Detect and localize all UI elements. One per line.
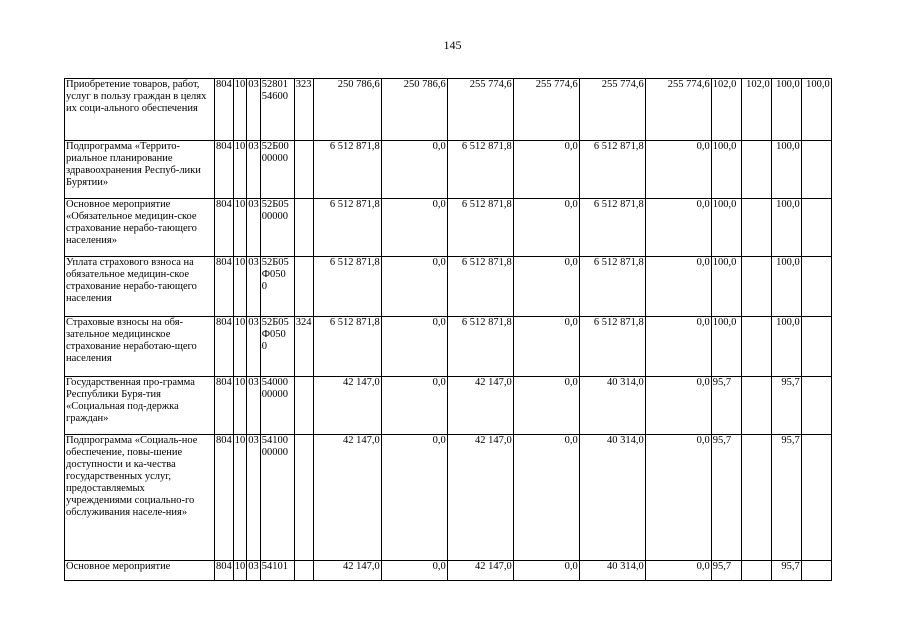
row-name: Приобретение товаров, работ, услуг в пользу граждан в целях их соци-ального обеспечения xyxy=(65,79,215,141)
planned-amount: 6 512 871,8 xyxy=(447,199,513,257)
approved-amount: 6 512 871,8 xyxy=(313,257,381,317)
executed-amount: 6 512 871,8 xyxy=(579,141,645,199)
table-row xyxy=(65,317,832,377)
executed-amount: 6 512 871,8 xyxy=(579,317,645,377)
subsection-code: 03 xyxy=(247,561,261,581)
target-article-code: 52801 54600 xyxy=(260,79,294,141)
percent-1: 102,0 xyxy=(711,79,741,141)
percent-1: 100,0 xyxy=(711,257,741,317)
percent-4: 100,0 xyxy=(801,79,831,141)
row-name: Основное мероприятие «Обязательное медицин-ское страхование нерабо-тающего населения» xyxy=(65,199,215,257)
percent-2 xyxy=(741,377,771,435)
executed-federal-amount: 255 774,6 xyxy=(645,79,711,141)
executed-federal-amount: 0,0 xyxy=(645,199,711,257)
executed-federal-amount: 0,0 xyxy=(645,377,711,435)
percent-3: 100,0 xyxy=(771,199,801,257)
section-code: 10 xyxy=(233,257,247,317)
expense-type-code xyxy=(294,435,313,561)
approved-federal-amount: 0,0 xyxy=(381,435,447,561)
percent-3: 95,7 xyxy=(771,435,801,561)
executed-federal-amount: 0,0 xyxy=(645,561,711,581)
subsection-code: 03 xyxy=(247,317,261,377)
budget-table xyxy=(64,78,832,581)
approved-amount: 42 147,0 xyxy=(313,377,381,435)
table-row xyxy=(65,79,832,141)
percent-4 xyxy=(801,317,831,377)
percent-1: 100,0 xyxy=(711,199,741,257)
section-code: 10 xyxy=(233,79,247,141)
percent-4 xyxy=(801,141,831,199)
percent-2 xyxy=(741,141,771,199)
executed-amount: 40 314,0 xyxy=(579,561,645,581)
percent-2 xyxy=(741,435,771,561)
planned-amount: 42 147,0 xyxy=(447,435,513,561)
planned-amount: 6 512 871,8 xyxy=(447,317,513,377)
percent-3: 95,7 xyxy=(771,561,801,581)
percent-1: 95,7 xyxy=(711,377,741,435)
planned-federal-amount: 0,0 xyxy=(513,377,579,435)
ministry-code: 804 xyxy=(215,141,234,199)
subsection-code: 03 xyxy=(247,435,261,561)
percent-3: 100,0 xyxy=(771,141,801,199)
percent-3: 95,7 xyxy=(771,377,801,435)
approved-federal-amount: 0,0 xyxy=(381,561,447,581)
section-code: 10 xyxy=(233,435,247,561)
percent-1: 100,0 xyxy=(711,317,741,377)
executed-amount: 6 512 871,8 xyxy=(579,199,645,257)
executed-federal-amount: 0,0 xyxy=(645,317,711,377)
approved-federal-amount: 0,0 xyxy=(381,377,447,435)
percent-4 xyxy=(801,199,831,257)
ministry-code: 804 xyxy=(215,257,234,317)
target-article-code: 54000 00000 xyxy=(260,377,294,435)
target-article-code: 52Б05 Ф050 0 xyxy=(260,317,294,377)
planned-federal-amount: 0,0 xyxy=(513,199,579,257)
executed-amount: 255 774,6 xyxy=(579,79,645,141)
subsection-code: 03 xyxy=(247,199,261,257)
row-name: Уплата страхового взноса на обязательное медицин-ское страхование нерабо-тающего населения xyxy=(65,257,215,317)
planned-amount: 6 512 871,8 xyxy=(447,141,513,199)
percent-3: 100,0 xyxy=(771,257,801,317)
approved-amount: 6 512 871,8 xyxy=(313,317,381,377)
approved-amount: 6 512 871,8 xyxy=(313,141,381,199)
planned-federal-amount: 0,0 xyxy=(513,317,579,377)
planned-federal-amount: 0,0 xyxy=(513,257,579,317)
planned-amount: 42 147,0 xyxy=(447,561,513,581)
expense-type-code xyxy=(294,141,313,199)
executed-amount: 40 314,0 xyxy=(579,435,645,561)
row-name: Подпрограмма «Социаль-ное обеспечение, повы-шение доступности и ка-чества государственных услуг, предоставляемых учреждениями социально-го обслуживания населе-ния» xyxy=(65,435,215,561)
executed-federal-amount: 0,0 xyxy=(645,141,711,199)
percent-4 xyxy=(801,435,831,561)
approved-federal-amount: 0,0 xyxy=(381,199,447,257)
subsection-code: 03 xyxy=(247,257,261,317)
section-code: 10 xyxy=(233,561,247,581)
planned-federal-amount: 255 774,6 xyxy=(513,79,579,141)
subsection-code: 03 xyxy=(247,79,261,141)
table-row xyxy=(65,435,832,561)
executed-federal-amount: 0,0 xyxy=(645,435,711,561)
section-code: 10 xyxy=(233,141,247,199)
table-row xyxy=(65,199,832,257)
percent-2 xyxy=(741,257,771,317)
expense-type-code xyxy=(294,561,313,581)
row-name: Государственная про-грамма Республики Буря-тия «Социальная под-держка граждан» xyxy=(65,377,215,435)
ministry-code: 804 xyxy=(215,199,234,257)
approved-federal-amount: 250 786,6 xyxy=(381,79,447,141)
row-name: Подпрограмма «Террито-риальное планирование здравоохранения Респуб-лики Бурятии» xyxy=(65,141,215,199)
percent-2 xyxy=(741,317,771,377)
approved-federal-amount: 0,0 xyxy=(381,317,447,377)
expense-type-code xyxy=(294,377,313,435)
percent-1: 95,7 xyxy=(711,561,741,581)
planned-amount: 6 512 871,8 xyxy=(447,257,513,317)
percent-2 xyxy=(741,561,771,581)
approved-federal-amount: 0,0 xyxy=(381,141,447,199)
planned-amount: 42 147,0 xyxy=(447,377,513,435)
target-article-code: 52Б05 00000 xyxy=(260,199,294,257)
approved-amount: 42 147,0 xyxy=(313,561,381,581)
executed-amount: 40 314,0 xyxy=(579,377,645,435)
target-article-code: 54100 00000 xyxy=(260,435,294,561)
percent-2 xyxy=(741,199,771,257)
page-number: 145 xyxy=(443,38,462,52)
executed-amount: 6 512 871,8 xyxy=(579,257,645,317)
row-name: Страховые взносы на обя-зательное медицинское страхование неработаю-щего населения xyxy=(65,317,215,377)
planned-federal-amount: 0,0 xyxy=(513,141,579,199)
section-code: 10 xyxy=(233,199,247,257)
ministry-code: 804 xyxy=(215,435,234,561)
percent-4 xyxy=(801,561,831,581)
percent-1: 100,0 xyxy=(711,141,741,199)
percent-3: 100,0 xyxy=(771,317,801,377)
section-code: 10 xyxy=(233,377,247,435)
planned-amount: 255 774,6 xyxy=(447,79,513,141)
ministry-code: 804 xyxy=(215,317,234,377)
planned-federal-amount: 0,0 xyxy=(513,561,579,581)
table-row xyxy=(65,377,832,435)
section-code: 10 xyxy=(233,317,247,377)
percent-3: 100,0 xyxy=(771,79,801,141)
subsection-code: 03 xyxy=(247,377,261,435)
subsection-code: 03 xyxy=(247,141,261,199)
expense-type-code: 324 xyxy=(294,317,313,377)
row-name: Основное мероприятие xyxy=(65,561,215,581)
approved-amount: 6 512 871,8 xyxy=(313,199,381,257)
ministry-code: 804 xyxy=(215,377,234,435)
target-article-code: 54101 xyxy=(260,561,294,581)
approved-amount: 250 786,6 xyxy=(313,79,381,141)
planned-federal-amount: 0,0 xyxy=(513,435,579,561)
ministry-code: 804 xyxy=(215,561,234,581)
ministry-code: 804 xyxy=(215,79,234,141)
expense-type-code: 323 xyxy=(294,79,313,141)
approved-amount: 42 147,0 xyxy=(313,435,381,561)
percent-4 xyxy=(801,377,831,435)
target-article-code: 52Б05 Ф050 0 xyxy=(260,257,294,317)
table-row xyxy=(65,257,832,317)
expense-type-code xyxy=(294,257,313,317)
table-row xyxy=(65,561,832,581)
approved-federal-amount: 0,0 xyxy=(381,257,447,317)
target-article-code: 52Б00 00000 xyxy=(260,141,294,199)
percent-2: 102,0 xyxy=(741,79,771,141)
percent-4 xyxy=(801,257,831,317)
executed-federal-amount: 0,0 xyxy=(645,257,711,317)
table-row xyxy=(65,141,832,199)
expense-type-code xyxy=(294,199,313,257)
percent-1: 95,7 xyxy=(711,435,741,561)
